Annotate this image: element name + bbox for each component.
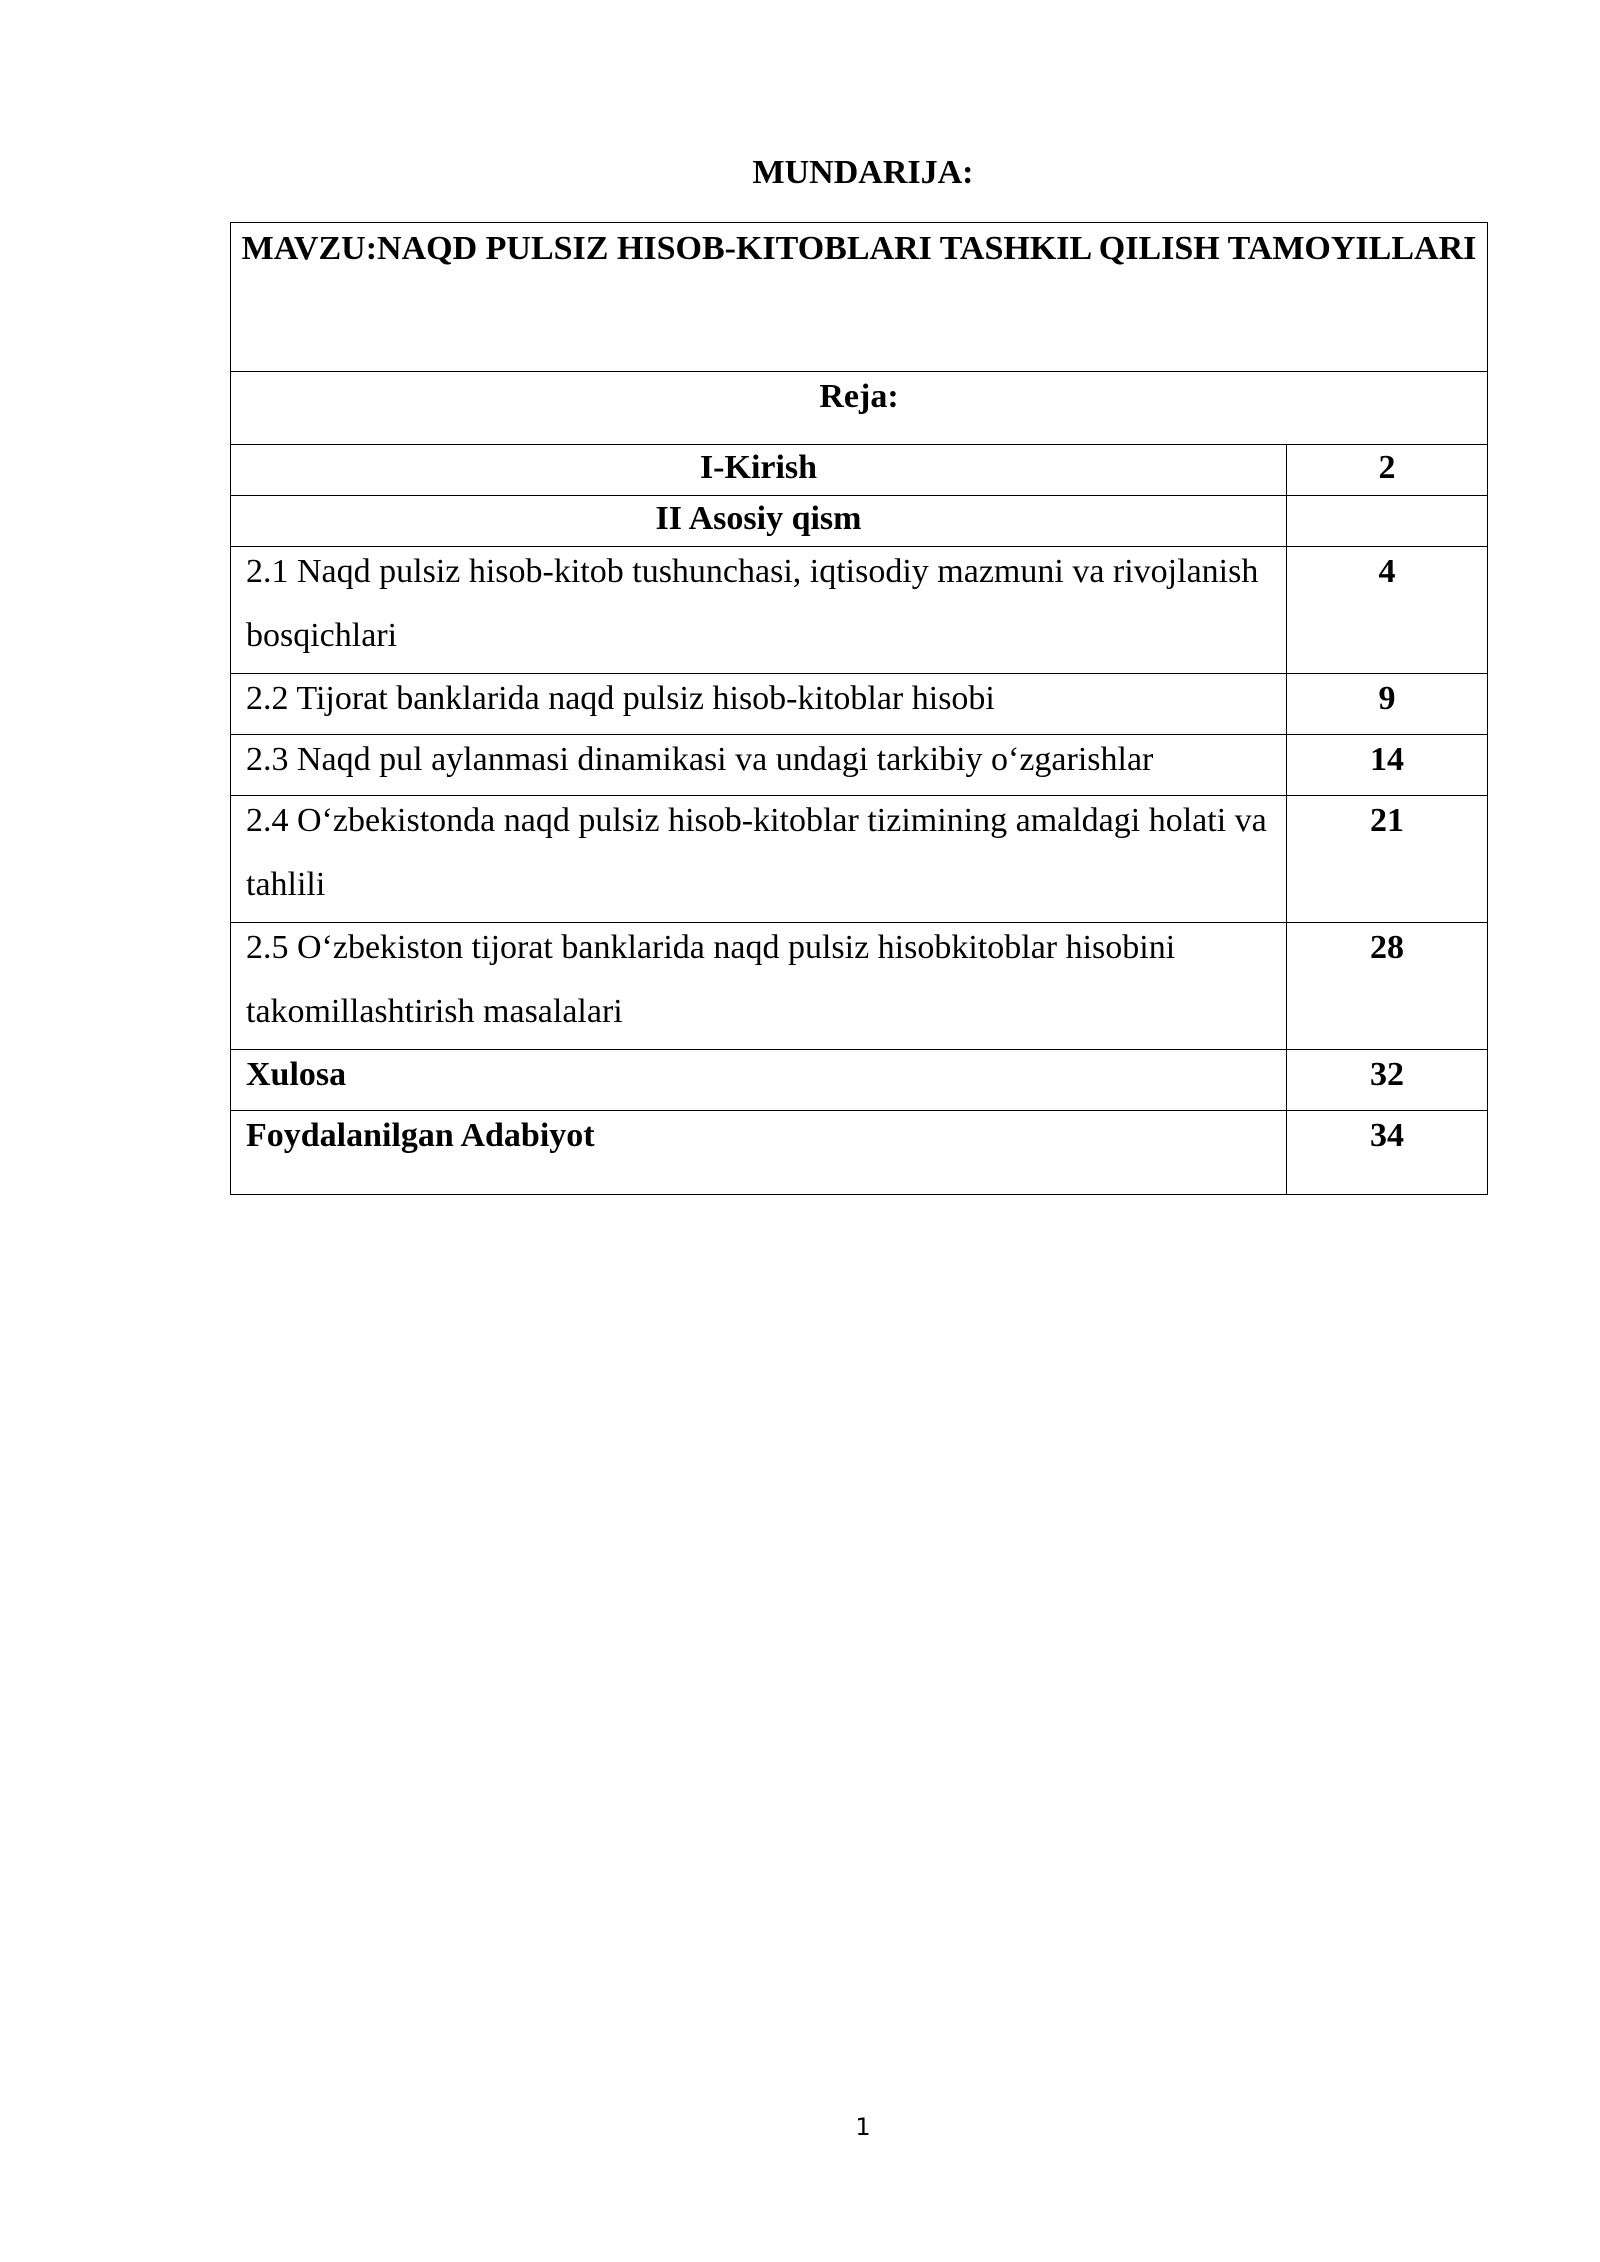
toc-page-cell bbox=[1287, 923, 1488, 1050]
page-number: 1 bbox=[855, 2113, 871, 2141]
toc-entry-cell bbox=[231, 923, 1287, 1050]
toc-row bbox=[231, 735, 1488, 796]
plan-label: Reja: bbox=[819, 378, 899, 415]
toc-entry-page: 32 bbox=[1370, 1056, 1404, 1093]
toc-entry-page: 9 bbox=[1378, 680, 1396, 717]
topic-title: MAVZU:NAQD PULSIZ HISOB-KITOBLARI TASHKIL QILISH TAMOYILLARI bbox=[241, 230, 1477, 267]
toc-entry-title: Foydalanilgan Adabiyot bbox=[246, 1117, 595, 1154]
toc-entry-title: 2.2 Tijorat banklarida naqd pulsiz hisob-kitoblar hisobi bbox=[246, 680, 995, 717]
toc-row bbox=[231, 674, 1488, 735]
toc-entry-page: 14 bbox=[1370, 741, 1404, 778]
toc-entry-page: 21 bbox=[1370, 802, 1404, 839]
toc-entry-cell bbox=[231, 796, 1287, 923]
topic-cell bbox=[231, 223, 1488, 372]
toc-entry-title: 2.3 Naqd pul aylanmasi dinamikasi va undagi tarkibiy o‘zgarishlar bbox=[246, 741, 1154, 778]
toc-entry-cell bbox=[231, 1111, 1287, 1195]
page-heading: MUNDARIJA: bbox=[752, 154, 974, 191]
toc-page-cell bbox=[1287, 674, 1488, 735]
toc-entry-page bbox=[1287, 496, 1488, 547]
toc-page-cell bbox=[1287, 547, 1488, 674]
toc-entry-page: 28 bbox=[1370, 929, 1404, 966]
topic-row bbox=[231, 223, 1488, 372]
plan-cell bbox=[231, 372, 1488, 445]
toc-row bbox=[231, 796, 1488, 923]
toc-entry-title: I-Kirish bbox=[231, 445, 1287, 496]
toc-entry-page: 34 bbox=[1370, 1117, 1404, 1154]
toc-entry-title: Xulosa bbox=[246, 1056, 347, 1093]
toc-entry-title: II Asosiy qism bbox=[231, 496, 1287, 547]
plan-row bbox=[231, 372, 1488, 445]
toc-page-cell bbox=[1287, 735, 1488, 796]
toc-row bbox=[231, 1111, 1488, 1195]
toc-row bbox=[231, 547, 1488, 674]
toc-entry-page: 2 bbox=[1287, 445, 1488, 496]
toc-entry-cell bbox=[231, 674, 1287, 735]
toc-entry-cell bbox=[231, 547, 1287, 674]
toc-page-cell bbox=[1287, 1050, 1488, 1111]
toc-row bbox=[231, 923, 1488, 1050]
toc-entry-title: 2.4 O‘zbekistonda naqd pulsiz hisob-kitoblar tizimining amaldagi holati va tahlili bbox=[246, 802, 1267, 903]
table-of-contents bbox=[230, 222, 1488, 1195]
toc-page-cell bbox=[1287, 796, 1488, 923]
toc-entry-cell bbox=[231, 1050, 1287, 1111]
toc-entry-title: 2.1 Naqd pulsiz hisob-kitob tushunchasi, iqtisodiy mazmuni va rivojlanish bosqichlari bbox=[246, 553, 1259, 654]
toc-row bbox=[231, 496, 1488, 547]
toc-entry-title: 2.5 O‘zbekiston tijorat banklarida naqd pulsiz hisobkitoblar hisobini takomillashtirish masalalari bbox=[246, 929, 1176, 1030]
toc-row bbox=[231, 445, 1488, 496]
toc-row bbox=[231, 1050, 1488, 1111]
toc-entry-cell bbox=[231, 735, 1287, 796]
toc-page-cell bbox=[1287, 1111, 1488, 1195]
toc-entry-page: 4 bbox=[1378, 553, 1396, 590]
